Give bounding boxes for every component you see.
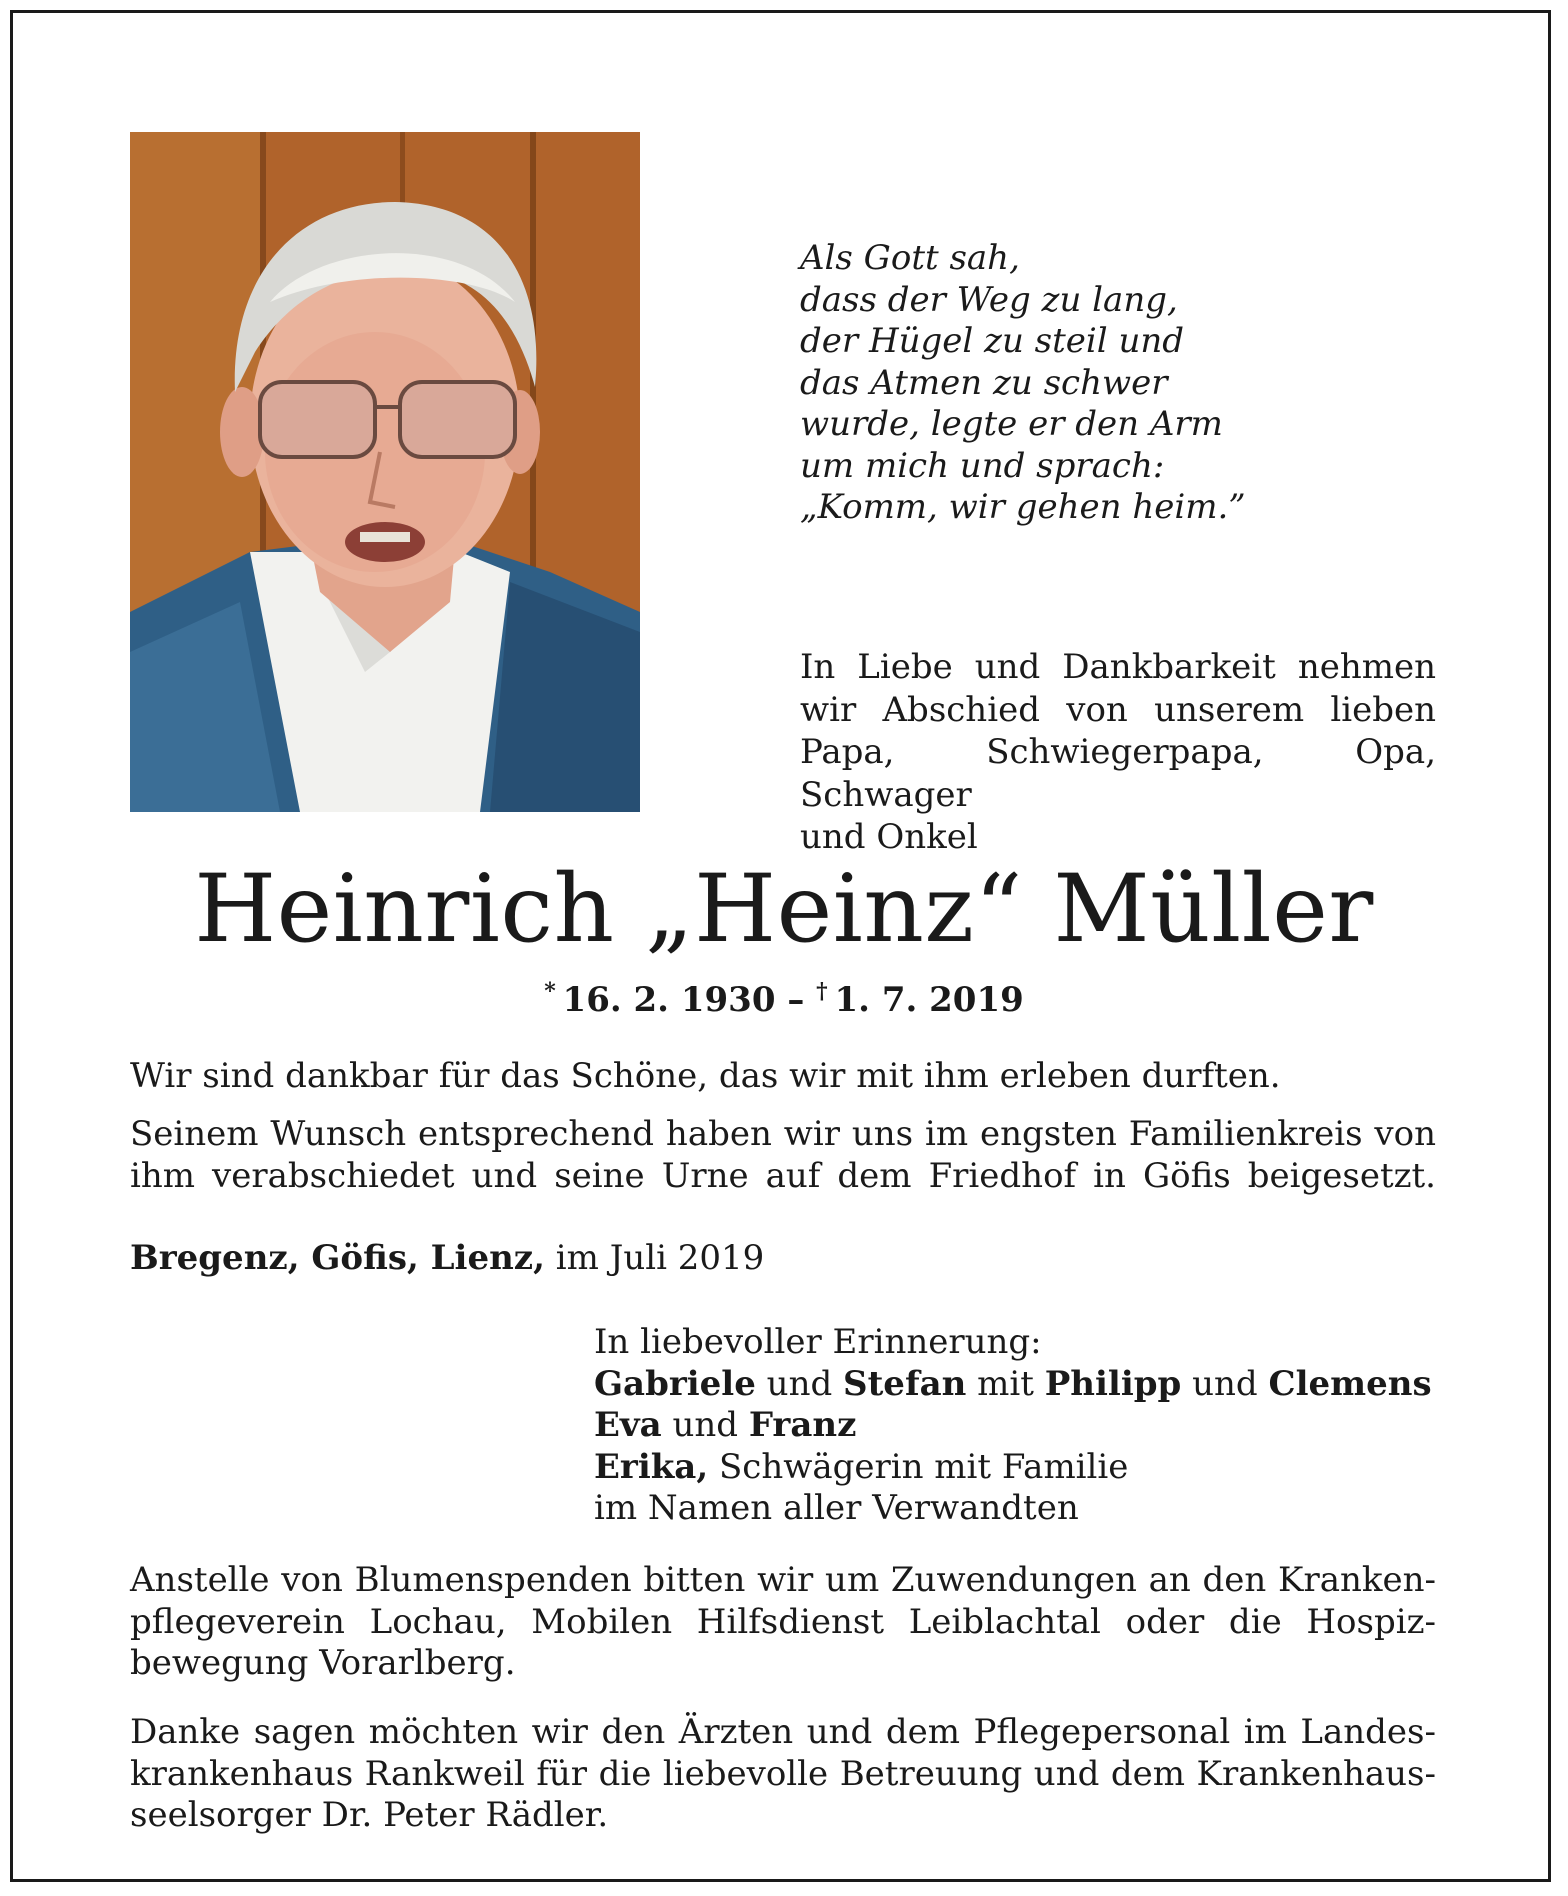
burial-paragraph: [130, 1114, 1436, 1197]
donations-line: Anstelle von Blumenspenden bitten wir um Zuwendungen an den Kranken-: [130, 1560, 1436, 1600]
date-separator: –: [787, 980, 805, 1020]
signer-conjunction: und: [766, 1363, 833, 1404]
poem-line: Als Gott sah,: [800, 238, 1020, 278]
donations-line: pflegeverein Lochau, Mobilen Hilfsdienst Leiblachtal oder die Hospiz-: [130, 1601, 1436, 1642]
signer-name: Erika,: [594, 1446, 709, 1487]
signer-name: Clemens: [1268, 1363, 1432, 1404]
signers-row: [594, 1405, 1436, 1447]
donations-line: bewegung Vorarlberg.: [130, 1643, 516, 1683]
signer-name: Philipp: [1044, 1363, 1182, 1404]
signers-block: [594, 1322, 1436, 1530]
signer-name: Stefan: [843, 1363, 967, 1404]
signer-conjunction: mit: [977, 1363, 1034, 1404]
poem-line: „Komm, wir gehen heim.”: [800, 487, 1246, 527]
farewell-line: wir Abschied von unserem lieben: [800, 689, 1436, 730]
life-dates: [0, 978, 1568, 1022]
farewell-line: In Liebe und Dankbarkeit nehmen: [800, 647, 1436, 687]
burial-line: ihm verabschiedet und seine Urne auf dem Friedhof in Göfis beigesetzt.: [130, 1155, 1436, 1196]
poem-line: der Hügel zu steil und: [800, 321, 1185, 361]
donations-paragraph: [130, 1560, 1436, 1685]
place-date-text: im Juli 2019: [555, 1238, 765, 1278]
poem: [800, 238, 1320, 529]
gratitude-line: krankenhaus Rankweil für die liebevolle Betreuung und dem Krankenhaus-: [130, 1753, 1436, 1794]
place-date: [130, 1238, 1436, 1280]
signers-row: [594, 1364, 1436, 1406]
thanks-line: Wir sind dankbar für das Schöne, das wir mit ihm erleben durften.: [130, 1056, 1281, 1096]
deceased-name: Heinrich „Heinz“ Müller: [194, 855, 1374, 964]
signers-row: [594, 1447, 1436, 1489]
burial-line: Seinem Wunsch entsprechend haben wir uns im engsten Familienkreis von: [130, 1114, 1436, 1154]
farewell-line: Papa, Schwiegerpapa, Opa, Schwager: [800, 732, 1436, 815]
signers-intro: In liebevoller Erinnerung:: [594, 1322, 1042, 1362]
gratitude-paragraph: [130, 1712, 1436, 1837]
poem-line: um mich und sprach:: [800, 445, 1165, 486]
poem-line: wurde, legte er den Arm: [800, 404, 1223, 444]
signers-row: im Namen aller Verwandten: [594, 1488, 1079, 1528]
gratitude-line: Danke sagen möchten wir den Ärzten und dem Pflegepersonal im Landes-: [130, 1712, 1436, 1752]
farewell-text: [800, 646, 1436, 859]
birth-date: 16. 2. 1930: [562, 980, 776, 1020]
signer-relation: Schwägerin mit Familie: [718, 1446, 1129, 1487]
place-towns: Bregenz, Göfis, Lienz,: [130, 1238, 545, 1278]
signer-name: Gabriele: [594, 1363, 756, 1404]
signer-name: Franz: [748, 1405, 857, 1445]
signer-conjunction: und: [672, 1405, 739, 1445]
death-symbol: †: [816, 978, 828, 1005]
gratitude-line: seelsorger Dr. Peter Rädler.: [130, 1795, 609, 1835]
death-date: 1. 7. 2019: [834, 980, 1024, 1020]
signer-name: Eva: [594, 1405, 662, 1445]
poem-line: dass der Weg zu lang,: [800, 279, 1178, 320]
poem-line: das Atmen zu schwer: [800, 362, 1168, 403]
portrait-photo: [130, 132, 640, 812]
birth-symbol: *: [544, 978, 556, 1005]
signer-conjunction: und: [1192, 1363, 1258, 1404]
thanks-paragraph: [130, 1056, 1436, 1098]
farewell-line: und Onkel: [800, 817, 978, 857]
